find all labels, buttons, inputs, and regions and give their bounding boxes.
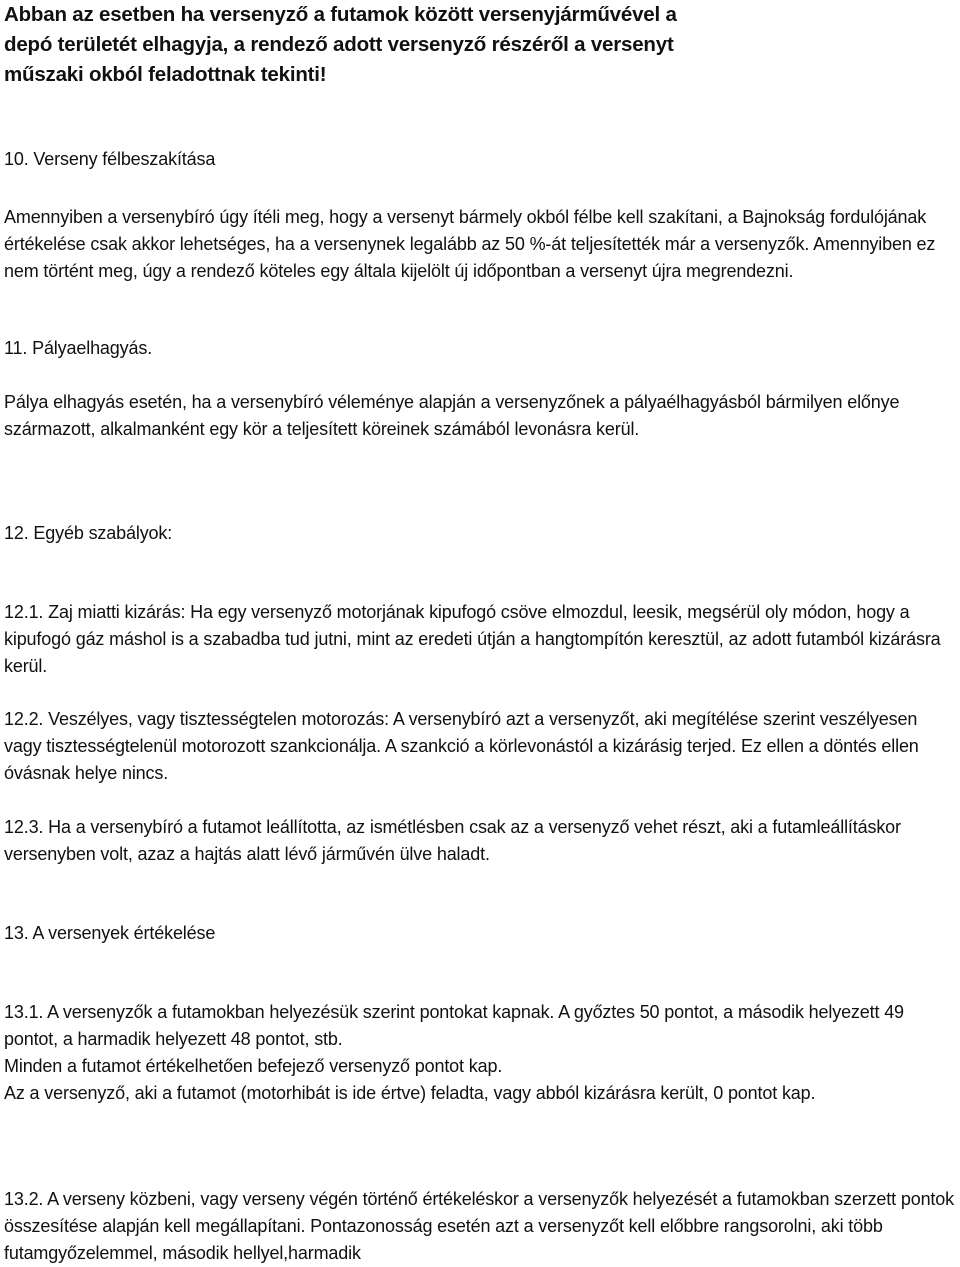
section-13-1-block bbox=[4, 999, 944, 1107]
section-10-body: Amennyiben a versenybíró úgy ítéli meg, hogy a versenyt bármely okból félbe kell szakítani, a Bajnokság fordulójának értékelése csak akkor lehetséges, ha a versenynek legalább az 50 %-át teljesítették már a versenyzők. Amennyiben ez nem történt meg, úgy a rendező köteles egy általa kijelölt új időpontban a versenyt újra megrendezni. bbox=[4, 207, 936, 281]
section-11-heading: 11. Pályaelhagyás. bbox=[4, 338, 153, 358]
section-12-3-paragraph: 12.3. Ha a versenybíró a futamot leállította, az ismétlésben csak az a versenyző vehet részt, aki a futamleállításkor versenyben volt, azaz a hajtás alatt lévő járművén ülve haladt. bbox=[4, 817, 901, 864]
section-12-1-paragraph: 12.1. Zaj miatti kizárás: Ha egy versenyző motorjának kipufogó csöve elmozdul, leesik, megsérül oly módon, hogy a kipufogó gáz máshol is a szabadba tud jutni, mint az eredeti útján a hangtompítón keresztül, az adott futamból kizárásra kerül. bbox=[4, 602, 941, 676]
section-12-2-paragraph: 12.2. Veszélyes, vagy tisztességtelen motorozás: A versenybíró azt a versenyzőt, aki megítélése szerint veszélyesen vagy tisztességtelenül motorozott szankcionálja. A szankció a körlevonástól a kizárásig terjed. Ez ellen a döntés ellen óvásnak helye nincs. bbox=[4, 709, 919, 783]
section-12-heading: 12. Egyéb szabályok: bbox=[4, 523, 173, 543]
section-13-2-paragraph: 13.2. A verseny közbeni, vagy verseny végén történő értékeléskor a versenyzők helyezését a futamokban szerzett pontok összesítése alapján kell megállapítani. Pontazonosság esetén azt a versenyzőt kell előbbre rangsorolni, aki több futamgyőzelemmel, második hellyel,harmadik bbox=[4, 1189, 954, 1263]
intro-paragraph: Abban az esetben ha versenyző a futamok között versenyjárművével a depó területét elhagyja, a rendező adott versenyző részéről a versenyt műszaki okból feladottnak tekinti! bbox=[4, 3, 677, 86]
section-13-1-line-2: Minden a futamot értékelhetően befejező versenyző pontot kap. bbox=[4, 1056, 503, 1076]
section-13-1-line-3: Az a versenyző, aki a futamot (motorhibát is ide értve) feladta, vagy abból kizárásra került, 0 pontot kap. bbox=[4, 1083, 816, 1103]
section-13-heading: 13. A versenyek értékelése bbox=[4, 923, 216, 943]
section-11-body: Pálya elhagyás esetén, ha a versenybíró véleménye alapján a versenyzőnek a pályaélhagyásból bármilyen előnye származott, alkalmanként egy kör a teljesített köreinek számából levonásra kerül. bbox=[4, 392, 900, 439]
section-13-1-line-1: 13.1. A versenyzők a futamokban helyezésük szerint pontokat kapnak. A győztes 50 pontot, a második helyezett 49 pontot, a harmadik helyezett 48 pontot, stb. bbox=[4, 1002, 904, 1049]
section-10-heading: 10. Verseny félbeszakítása bbox=[4, 149, 216, 169]
